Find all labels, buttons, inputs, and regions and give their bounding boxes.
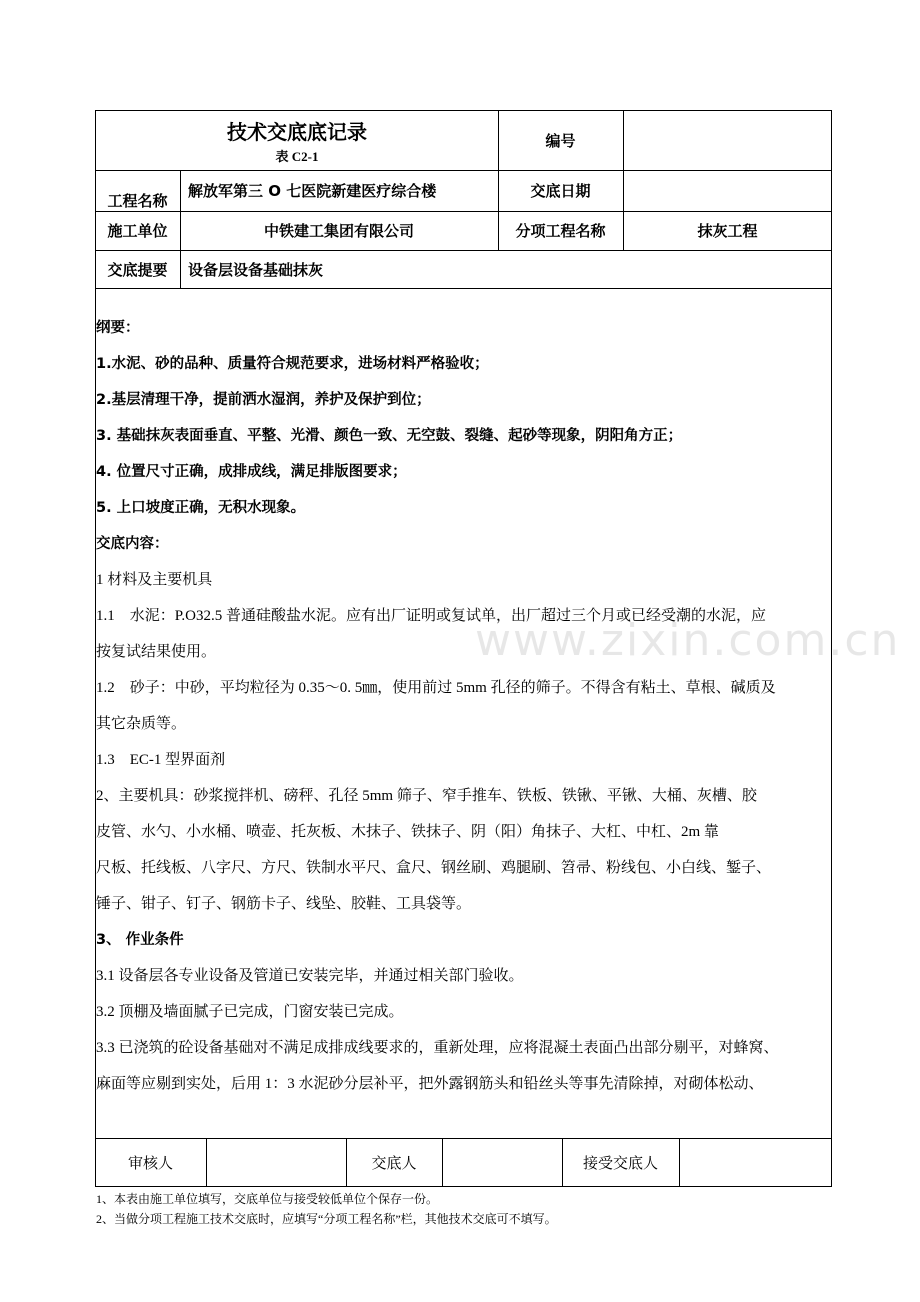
section-3-heading: 3、 作业条件 <box>96 932 184 948</box>
section-1-heading: 1 材料及主要机具 <box>96 572 213 588</box>
outline-item-1: 1.水泥、砂的品种、质量符合规范要求，进场材料严格验收； <box>96 356 489 372</box>
section-2-line-3: 尺板、托线板、八字尺、方尺、铁制水平尺、盒尺、钢丝刷、鸡腿刷、笤帚、粉线包、小白线、錾子、 <box>96 860 772 876</box>
contractor-label: 施工单位 <box>107 222 168 240</box>
section-1-3-line: 1.3 EC-1 型界面剂 <box>96 752 226 768</box>
number-value <box>623 110 832 170</box>
section-2-line-4: 锤子、钳子、钉子、钢筋卡子、线坠、胶鞋、工具袋等。 <box>96 896 472 912</box>
date-value <box>623 170 832 211</box>
footnote-2: 2、当做分项工程施工技术交底时，应填写“分项工程名称”栏，其他技术交底可不填写。 <box>96 1212 557 1226</box>
outline-heading: 纲要： <box>96 320 140 336</box>
presenter-value <box>442 1138 562 1187</box>
section-2-line-1: 2、主要机具：砂浆搅拌机、磅秤、孔径 5mm 筛子、窄手推车、铁板、铁锹、平锹、大桶、灰槽、胶 <box>96 788 757 804</box>
project-value: 解放军第三 O 七医院新建医疗综合楼 <box>188 182 437 200</box>
outline-item-5: 5. 上口坡度正确，无积水现象。 <box>96 500 306 516</box>
section-3-1-line: 3.1 设备层各专业设备及管道已安装完毕，并通过相关部门验收。 <box>96 968 524 984</box>
form-code: 表 C2-1 <box>275 149 319 164</box>
section-3-3-line-2: 麻面等应剔到实处，后用 1：3 水泥砂分层补平，把外露钢筋头和铅丝头等事先清除掉，对砌体松动、 <box>96 1076 764 1092</box>
receiver-value <box>679 1138 832 1187</box>
number-label: 编号 <box>545 131 576 150</box>
footnote-1: 1、本表由施工单位填写，交底单位与接受较低单位个保存一份。 <box>96 1192 439 1206</box>
receiver-label: 接受交底人 <box>582 1156 658 1172</box>
section-3-2-line: 3.2 顶棚及墙面腻子已完成，门窗安装已完成。 <box>96 1004 404 1020</box>
subproject-label: 分项工程名称 <box>515 222 606 240</box>
project-label: 工程名称 <box>107 191 168 210</box>
summary-label: 交底提要 <box>107 260 168 279</box>
content-heading: 交底内容： <box>96 536 169 552</box>
section-3-3-line-1: 3.3 已浇筑的砼设备基础对不满足成排成线要求的，重新处理，应将混凝土表面凸出部分剔平，对蜂窝、 <box>96 1040 779 1056</box>
subproject-value: 抹灰工程 <box>697 222 758 240</box>
presenter-label: 交底人 <box>371 1156 417 1172</box>
summary-value: 设备层设备基础抹灰 <box>188 260 324 279</box>
contractor-value: 中铁建工集团有限公司 <box>263 222 414 240</box>
watermark: www.zixin.com.cn <box>475 615 901 666</box>
outline-item-3: 3. 基础抹灰表面垂直、平整、光滑、颜色一致、无空鼓、裂缝、起砂等现象，阴阳角方正； <box>96 428 683 444</box>
section-1-1-line-1: 1.1 水泥：P.O32.5 普通硅酸盐水泥。应有出厂证明或复试单，出厂超过三个月或已经受潮的水泥，应 <box>96 608 767 624</box>
form-title: 技术交底底记录 <box>227 120 367 144</box>
section-2-line-2: 皮管、水勺、小水桶、喷壶、托灰板、木抹子、铁抹子、阴（阳）角抹子、大杠、中杠、2m 靠 <box>96 824 719 840</box>
outline-item-2: 2.基层清理干净，提前洒水湿润，养护及保护到位； <box>96 392 431 408</box>
reviewer-label: 审核人 <box>127 1156 173 1172</box>
date-label: 交底日期 <box>530 182 591 200</box>
header-rule-4 <box>95 288 832 289</box>
outline-item-4: 4. 位置尺寸正确，成排成线，满足排版图要求； <box>96 464 407 480</box>
section-1-2-line-1: 1.2 砂子：中砂，平均粒径为 0.35～0. 5㎜，使用前过 5mm 孔径的筛子。不得含有粘土、草根、碱质及 <box>96 680 776 696</box>
reviewer-value <box>206 1138 346 1187</box>
section-1-2-line-2: 其它杂质等。 <box>96 716 187 732</box>
section-1-1-line-2: 按复试结果使用。 <box>96 644 217 660</box>
